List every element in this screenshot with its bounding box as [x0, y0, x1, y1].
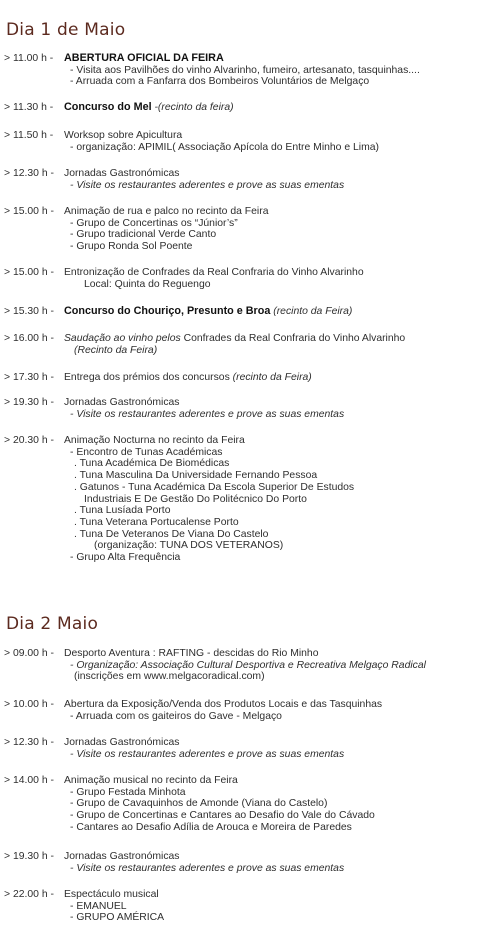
event-detail: - Grupo tradicional Verde Canto — [70, 229, 217, 241]
event-detail: - Grupo Alta Frequência — [70, 552, 181, 564]
event-time: > 12.30 h - — [4, 168, 54, 179]
event-time: > 17.30 h - — [4, 372, 54, 383]
event-d1-1150 — [4, 130, 379, 153]
event-detail: - Visita aos Pavilhões do vinho Alvarinho, fumeiro, artesanato, tasquinhas.... — [70, 64, 420, 76]
event-detail: Local: Quinta do Reguengo — [84, 278, 211, 290]
event-d1-1930 — [4, 397, 344, 420]
tuna-organizer: (organização: TUNA DOS VETERANOS) — [94, 540, 284, 552]
event-d1-1600 — [4, 333, 405, 356]
event-time: > 16.00 h - — [4, 333, 54, 344]
event-d2-1930 — [4, 851, 344, 874]
event-d2-1400 — [4, 775, 375, 834]
event-d2-2200 — [4, 889, 164, 924]
event-title: Entronização de Confrades da Real Confraria do Vinho Alvarinho — [64, 267, 364, 278]
event-time: > 15.30 h - — [4, 306, 54, 317]
event-time: > 15.00 h - — [4, 206, 54, 217]
event-time: > 19.30 h - — [4, 397, 54, 408]
event-note: -(recinto da feira) — [151, 102, 234, 113]
event-title: Confrades da Real Confraria do Vinho Alvarinho — [180, 333, 406, 344]
event-italic: Saudação ao vinho pelos — [64, 333, 181, 344]
event-title: Desporto Aventura : RAFTING - descidas do Rio Minho — [64, 648, 319, 659]
event-detail: - Grupo de Cavaquinhos de Amonde (Viana do Castelo) — [70, 798, 328, 810]
event-d1-1500a — [4, 206, 268, 253]
event-detail: - Visite os restaurantes aderentes e prove as suas ementas — [70, 179, 345, 191]
event-time: > 11.30 h - — [4, 102, 54, 113]
day2-heading: Dia 2 Maio — [6, 614, 99, 634]
event-title: Jornadas Gastronómicas — [64, 168, 180, 179]
event-title: Animação de rua e palco no recinto da Feira — [64, 206, 269, 217]
event-d1-1100 — [4, 53, 420, 88]
event-title: Concurso do Mel — [64, 101, 152, 113]
event-time: > 19.30 h - — [4, 851, 54, 862]
event-detail: - Cantares ao Desafio Adília de Arouca e Moreira de Paredes — [70, 821, 352, 833]
event-time: > 14.00 h - — [4, 775, 54, 786]
event-title: Jornadas Gastronómicas — [64, 851, 180, 862]
event-d1-1500b — [4, 267, 364, 290]
event-detail: - Grupo Ronda Sol Poente — [70, 241, 193, 253]
event-time: > 09.00 h - — [4, 648, 54, 659]
event-d1-2030 — [4, 435, 354, 564]
event-title: Animação musical no recinto da Feira — [64, 775, 238, 786]
tuna-item: . Gatunos - Tuna Académica Da Escola Superior De Estudos — [74, 481, 355, 493]
tuna-item: Industriais E De Gestão Do Politécnico Do Porto — [84, 493, 307, 505]
event-time: > 12.30 h - — [4, 737, 54, 748]
event-d1-1730 — [4, 372, 312, 384]
event-d1-1530 — [4, 306, 352, 318]
event-title: Abertura da Exposição/Venda dos Produtos Locais e das Tasquinhas — [64, 699, 383, 710]
event-detail: - GRUPO AMÉRICA — [70, 912, 165, 924]
event-detail: - Grupo de Concertinas e Cantares ao Desafio do Vale do Cávado — [70, 810, 375, 822]
event-title: Jornadas Gastronómicas — [64, 397, 180, 408]
event-detail: - Arruada com os gaiteiros do Gave - Melgaço — [70, 710, 282, 722]
event-title: Entrega dos prémios dos concursos — [64, 372, 230, 383]
event-time: > 11.00 h - — [4, 53, 54, 64]
event-detail: (Recinto da Feira) — [74, 344, 158, 356]
event-d1-1230 — [4, 168, 344, 191]
event-title: Worksop sobre Apicultura — [64, 130, 183, 141]
event-detail: - Visite os restaurantes aderentes e prove as suas ementas — [70, 408, 345, 420]
event-d1-1130 — [4, 102, 234, 114]
event-detail: (inscrições em www.melgacoradical.com) — [74, 671, 265, 683]
event-time: > 11.50 h - — [4, 130, 54, 141]
event-d2-0900 — [4, 648, 426, 683]
event-time: > 15.00 h - — [4, 267, 54, 278]
event-detail: - Visite os restaurantes aderentes e prove as suas ementas — [70, 748, 345, 760]
event-time: > 10.00 h - — [4, 699, 54, 710]
event-title: Animação Nocturna no recinto da Feira — [64, 435, 245, 446]
event-detail: - Grupo Festada Minhota — [70, 786, 186, 798]
event-d2-1230 — [4, 737, 344, 760]
event-detail: - organização: APIMIL( Associação Apícola do Entre Minho e Lima) — [70, 141, 379, 153]
event-time: > 20.30 h - — [4, 435, 54, 446]
event-title: Espectáculo musical — [64, 889, 159, 900]
event-detail: - Arruada com a Fanfarra dos Bombeiros Voluntários de Melgaço — [70, 76, 370, 88]
event-note: (recinto da Feira) — [229, 372, 312, 383]
event-title: Jornadas Gastronómicas — [64, 737, 180, 748]
event-detail: - Visite os restaurantes aderentes e prove as suas ementas — [70, 862, 345, 874]
event-d2-1000 — [4, 699, 382, 722]
tuna-item: . Tuna Veterana Portucalense Porto — [74, 516, 239, 528]
day1-heading: Dia 1 de Maio — [6, 20, 126, 40]
event-title: ABERTURA OFICIAL DA FEIRA — [64, 52, 224, 64]
event-detail: - Grupo de Concertinas os “Júnior’s” — [70, 217, 238, 229]
event-title: Concurso do Chouriço, Presunto e Broa — [64, 305, 271, 317]
tuna-item: . Tuna Académica De Biomédicas — [74, 458, 230, 470]
event-detail: - Encontro de Tunas Académicas — [70, 446, 223, 458]
event-note: (recinto da Feira) — [270, 306, 353, 317]
event-time: > 22.00 h - — [4, 889, 54, 900]
tuna-item: . Tuna De Veteranos De Viana Do Castelo — [74, 528, 269, 540]
event-detail: - EMANUEL — [70, 900, 127, 912]
event-detail: - Organização: Associação Cultural Desportiva e Recreativa Melgaço Radical — [70, 659, 426, 671]
tuna-item: . Tuna Masculina Da Universidade Fernando Pessoa — [74, 470, 318, 482]
tuna-item: . Tuna Lusíada Porto — [74, 505, 171, 517]
